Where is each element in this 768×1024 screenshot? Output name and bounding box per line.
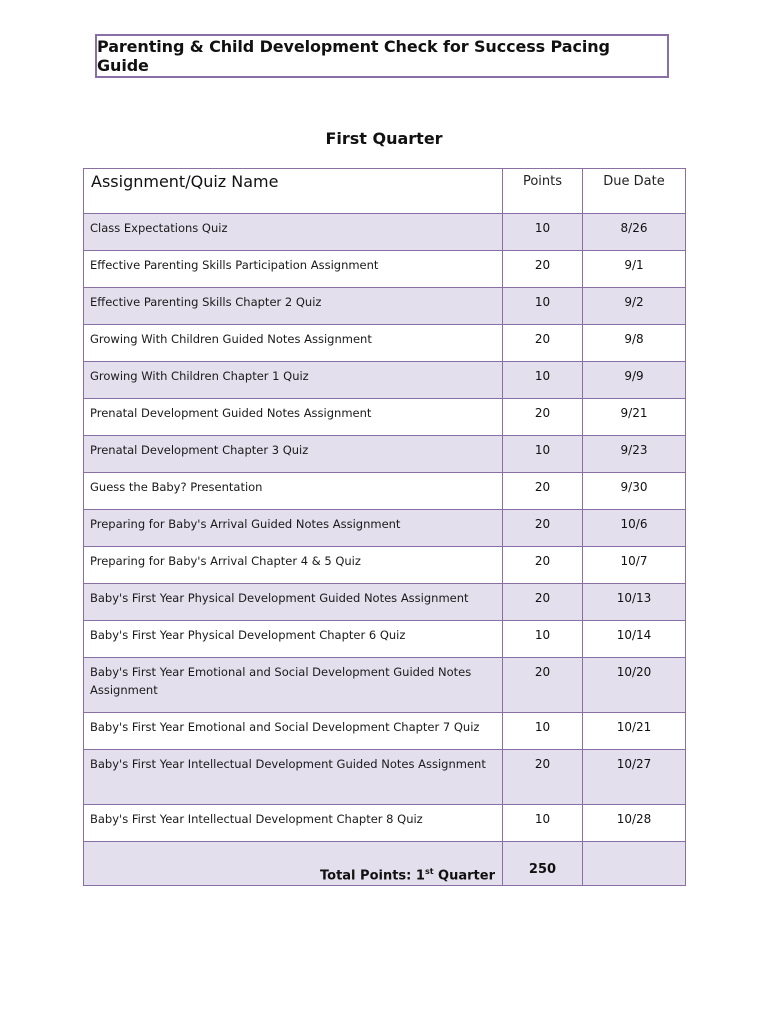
assignment-points: 10 xyxy=(503,805,583,842)
section-title: First Quarter xyxy=(325,129,443,148)
total-points-value: 250 xyxy=(503,842,583,886)
assignment-name: Baby's First Year Intellectual Development Chapter 8 Quiz xyxy=(84,805,503,842)
total-label-prefix: Total Points: 1 xyxy=(320,868,425,883)
assignment-name: Guess the Baby? Presentation xyxy=(84,473,503,510)
total-row xyxy=(84,842,686,886)
assignment-name: Baby's First Year Physical Development Guided Notes Assignment xyxy=(84,584,503,621)
assignment-table xyxy=(83,168,686,886)
table-row xyxy=(84,436,686,473)
assignment-due-date: 10/20 xyxy=(583,658,686,713)
assignment-points: 20 xyxy=(503,251,583,288)
assignment-due-date: 10/13 xyxy=(583,584,686,621)
assignment-name: Effective Parenting Skills Participation Assignment xyxy=(84,251,503,288)
assignment-name: Effective Parenting Skills Chapter 2 Quiz xyxy=(84,288,503,325)
table-row xyxy=(84,805,686,842)
assignment-points: 20 xyxy=(503,547,583,584)
table-row xyxy=(84,325,686,362)
total-empty-cell xyxy=(583,842,686,886)
table-row xyxy=(84,288,686,325)
assignment-points: 20 xyxy=(503,658,583,713)
assignment-due-date: 10/21 xyxy=(583,713,686,750)
assignment-points: 20 xyxy=(503,325,583,362)
table-row xyxy=(84,621,686,658)
assignment-name: Class Expectations Quiz xyxy=(84,214,503,251)
table-row xyxy=(84,251,686,288)
assignment-name: Preparing for Baby's Arrival Chapter 4 & 5 Quiz xyxy=(84,547,503,584)
assignment-due-date: 10/27 xyxy=(583,750,686,805)
total-label-ordinal: st xyxy=(424,866,434,876)
assignment-due-date: 10/6 xyxy=(583,510,686,547)
assignment-name: Preparing for Baby's Arrival Guided Notes Assignment xyxy=(84,510,503,547)
assignment-due-date: 9/2 xyxy=(583,288,686,325)
assignment-points: 20 xyxy=(503,584,583,621)
assignment-due-date: 9/21 xyxy=(583,399,686,436)
table-body xyxy=(84,214,686,886)
assignment-due-date: 10/28 xyxy=(583,805,686,842)
assignment-points: 20 xyxy=(503,510,583,547)
table-row xyxy=(84,750,686,805)
assignment-name: Baby's First Year Intellectual Development Guided Notes Assignment xyxy=(84,750,503,805)
assignment-points: 10 xyxy=(503,436,583,473)
total-label xyxy=(84,842,503,886)
table-row xyxy=(84,658,686,713)
assignment-name: Baby's First Year Physical Development Chapter 6 Quiz xyxy=(84,621,503,658)
assignment-name: Growing With Children Guided Notes Assignment xyxy=(84,325,503,362)
assignment-points: 10 xyxy=(503,362,583,399)
assignment-name: Baby's First Year Emotional and Social Development Chapter 7 Quiz xyxy=(84,713,503,750)
assignment-due-date: 9/30 xyxy=(583,473,686,510)
assignment-points: 10 xyxy=(503,288,583,325)
table-row xyxy=(84,584,686,621)
title-box xyxy=(95,34,669,78)
assignment-name: Growing With Children Chapter 1 Quiz xyxy=(84,362,503,399)
total-label-suffix: Quarter xyxy=(433,868,495,883)
table-row xyxy=(84,214,686,251)
assignment-due-date: 9/8 xyxy=(583,325,686,362)
assignment-due-date: 9/23 xyxy=(583,436,686,473)
assignment-name: Prenatal Development Chapter 3 Quiz xyxy=(84,436,503,473)
assignment-name: Prenatal Development Guided Notes Assignment xyxy=(84,399,503,436)
assignment-name: Baby's First Year Emotional and Social Development Guided Notes Assignment xyxy=(84,658,503,713)
table-row xyxy=(84,473,686,510)
assignment-points: 20 xyxy=(503,473,583,510)
assignment-due-date: 9/1 xyxy=(583,251,686,288)
assignment-due-date: 10/14 xyxy=(583,621,686,658)
assignment-due-date: 10/7 xyxy=(583,547,686,584)
table-header-row xyxy=(84,169,686,214)
assignment-points: 10 xyxy=(503,621,583,658)
assignment-points: 20 xyxy=(503,750,583,805)
assignment-points: 20 xyxy=(503,399,583,436)
table-row xyxy=(84,399,686,436)
document-title: Parenting & Child Development Check for Success Pacing Guide xyxy=(97,37,610,75)
table-row xyxy=(84,713,686,750)
header-points: Points xyxy=(503,169,583,214)
assignment-points: 10 xyxy=(503,214,583,251)
assignment-due-date: 9/9 xyxy=(583,362,686,399)
table-row xyxy=(84,510,686,547)
table-row xyxy=(84,362,686,399)
table-row xyxy=(84,547,686,584)
header-due-date: Due Date xyxy=(583,169,686,214)
header-assignment-name: Assignment/Quiz Name xyxy=(84,169,503,214)
assignment-due-date: 8/26 xyxy=(583,214,686,251)
assignment-points: 10 xyxy=(503,713,583,750)
